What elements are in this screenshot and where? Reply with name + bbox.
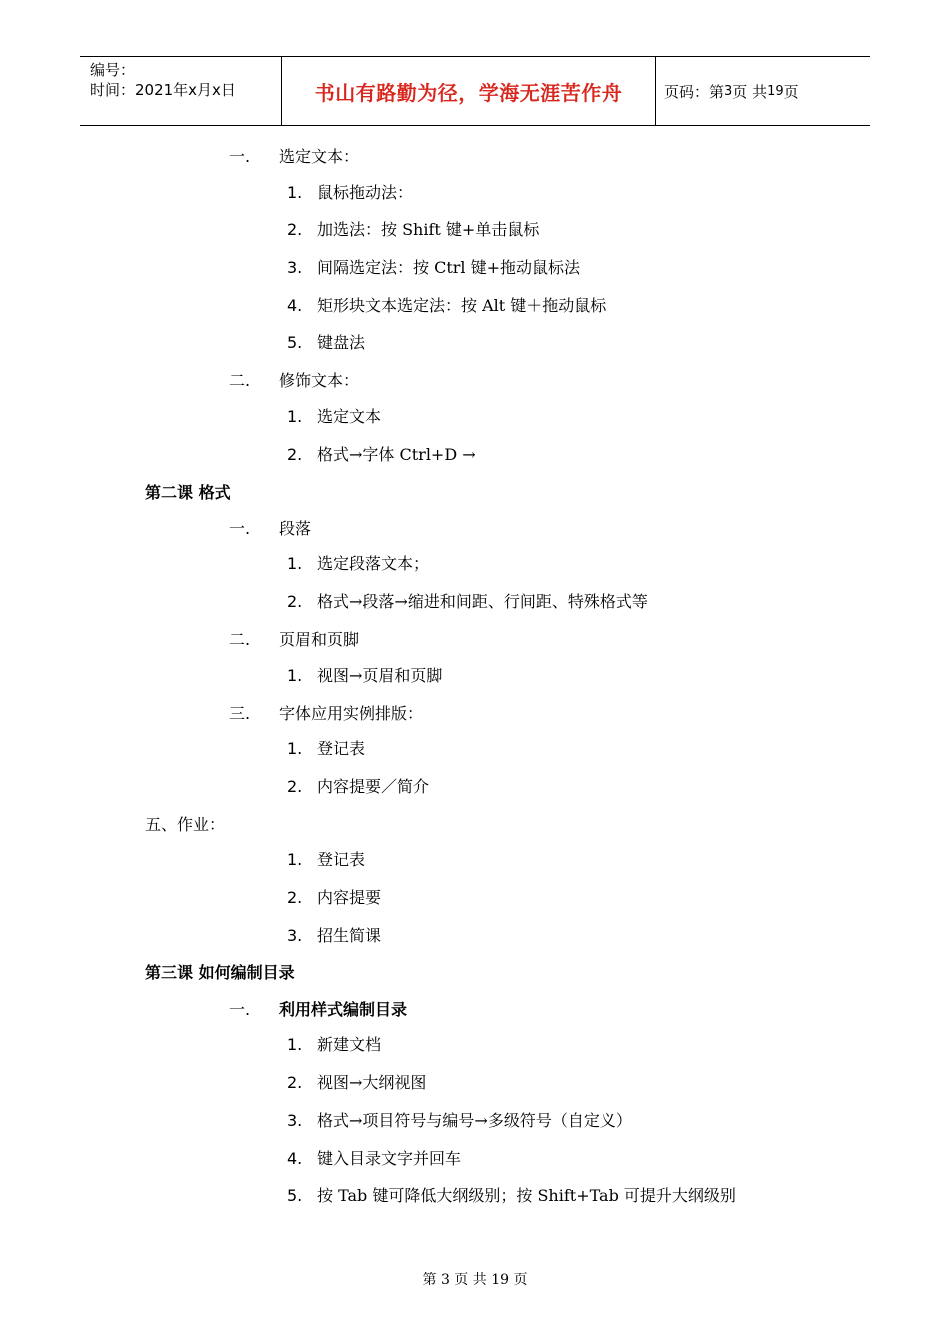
list-marker: 4. — [287, 1149, 303, 1168]
list-text: 新建文档 — [317, 1035, 382, 1054]
list-text: 视图→大纲视图 — [317, 1073, 427, 1092]
list-item — [287, 444, 476, 466]
list-item — [229, 703, 424, 725]
list-item — [229, 146, 360, 168]
list-text: 鼠标拖动法： — [317, 183, 414, 202]
list-marker: 一. — [229, 519, 251, 538]
list-text: 格式→项目符号与编号→多级符号（自定义） — [317, 1111, 632, 1130]
list-text: 选定段落文本； — [317, 554, 430, 573]
header-number-label: 编号： — [90, 61, 136, 79]
list-marker: 2. — [287, 1073, 303, 1092]
list-item — [229, 518, 312, 540]
list-item — [287, 1034, 382, 1056]
list-text: 登记表 — [317, 850, 366, 869]
list-item — [287, 1072, 427, 1094]
header-page-mid: 页 共 — [732, 82, 768, 101]
list-item — [287, 553, 430, 575]
list-marker: 3. — [287, 1111, 303, 1130]
list-item — [287, 219, 540, 241]
header-page-total: 19 — [767, 83, 784, 99]
list-text: 视图→页眉和页脚 — [317, 666, 443, 685]
list-text: 选定文本 — [317, 407, 382, 426]
list-marker: 1. — [287, 554, 303, 573]
list-marker: 1. — [287, 1035, 303, 1054]
list-item — [229, 629, 360, 651]
list-item — [287, 738, 366, 760]
list-text: 格式→字体 Ctrl+D → — [317, 445, 476, 464]
list-text: 内容提要 — [317, 888, 382, 907]
list-text: 键入目录文字并回车 — [317, 1149, 462, 1168]
list-marker: 3. — [287, 258, 303, 277]
list-marker: 二. — [229, 371, 251, 390]
list-text: 登记表 — [317, 739, 366, 758]
header-time-label: 时间：2021年x月x日 — [90, 81, 236, 99]
list-item — [287, 182, 414, 204]
list-item — [287, 295, 607, 317]
list-item — [287, 925, 382, 947]
list-item — [229, 370, 360, 392]
list-item — [287, 406, 382, 428]
list-text: 页眉和页脚 — [279, 630, 360, 649]
list-text: 按 Tab 键可降低大纲级别；按 Shift+Tab 可提升大纲级别 — [317, 1186, 736, 1205]
list-text: 间隔选定法：按 Ctrl 键+拖动鼠标法 — [317, 258, 581, 277]
list-text: 矩形块文本选定法：按 Alt 键＋拖动鼠标 — [317, 296, 607, 315]
list-text: 段落 — [279, 519, 312, 538]
lesson-heading: 第三课 如何编制目录 — [145, 963, 295, 982]
list-item — [287, 849, 366, 871]
list-text: 选定文本： — [279, 147, 360, 166]
list-marker: 二. — [229, 630, 251, 649]
list-text: 格式→段落→缩进和间距、行间距、特殊格式等 — [317, 592, 648, 611]
list-marker: 1. — [287, 739, 303, 758]
list-text: 加选法：按 Shift 键+单击鼠标 — [317, 220, 540, 239]
list-marker: 1. — [287, 183, 303, 202]
list-item — [287, 1110, 632, 1132]
list-item — [287, 332, 366, 354]
list-text: 字体应用实例排版： — [279, 704, 424, 723]
list-item — [229, 999, 408, 1021]
list-marker: 2. — [287, 592, 303, 611]
list-marker: 2. — [287, 888, 303, 907]
list-marker: 1. — [287, 407, 303, 426]
list-item — [287, 887, 382, 909]
list-item — [287, 776, 430, 798]
list-marker: 5. — [287, 333, 303, 352]
list-marker: 1. — [287, 666, 303, 685]
header-motto: 书山有路勤为径，学海无涯苦作舟 — [314, 80, 623, 105]
list-item — [287, 665, 443, 687]
list-item — [287, 591, 648, 613]
list-marker: 三. — [229, 704, 251, 723]
list-text: 利用样式编制目录 — [279, 1000, 408, 1019]
list-item — [287, 257, 581, 279]
list-marker: 2. — [287, 445, 303, 464]
header-page-current: 3 — [724, 83, 733, 99]
lesson-heading: 第二课 格式 — [145, 483, 231, 502]
list-text: 修饰文本： — [279, 371, 360, 390]
list-marker: 3. — [287, 926, 303, 945]
list-text: 键盘法 — [317, 333, 366, 352]
list-marker: 2. — [287, 220, 303, 239]
header-page-end: 页 — [783, 82, 799, 101]
list-marker: 5. — [287, 1186, 303, 1205]
section-heading: 五、作业： — [145, 815, 226, 834]
page-footer: 第 3 页 共 19 页 — [422, 1272, 528, 1288]
list-item — [287, 1148, 462, 1170]
list-text: 招生简课 — [317, 926, 382, 945]
list-marker: 一. — [229, 147, 251, 166]
header-page-label: 页码：第 — [664, 82, 725, 101]
list-marker: 2. — [287, 777, 303, 796]
list-marker: 4. — [287, 296, 303, 315]
list-item — [287, 1185, 736, 1207]
list-text: 内容提要／简介 — [317, 777, 430, 796]
list-marker: 1. — [287, 850, 303, 869]
list-marker: 一. — [229, 1000, 251, 1019]
